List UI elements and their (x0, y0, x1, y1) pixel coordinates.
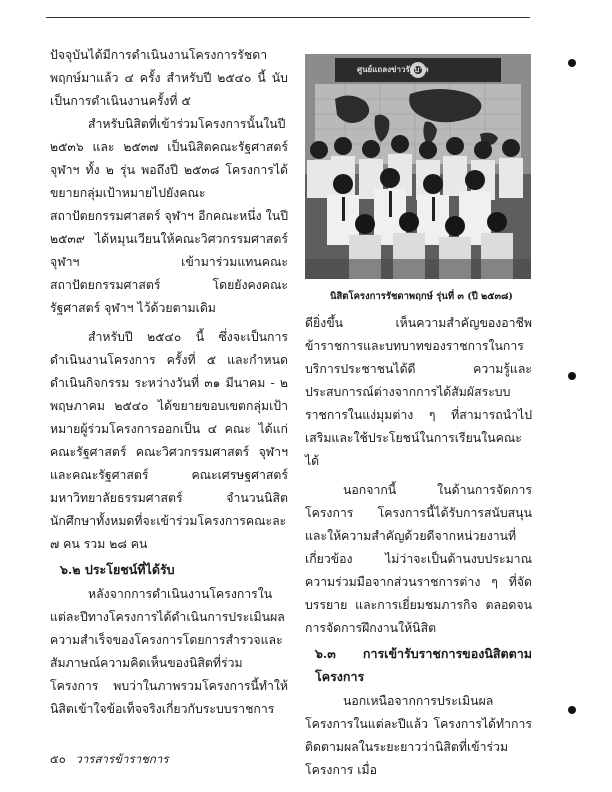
section-heading-6-3: ๖.๓ การเข้ารับราชการของนิสิตตามโครงการ (315, 646, 532, 684)
right-paragraph-3: นอกเหนือจากการประเมินผลโครงการในแต่ละปีแล้ว โครงการได้ทำการติดตามผลในระยะยาวว่านิสิตที่เข้าร่วมโครงการ เมื่อ (305, 694, 532, 777)
left-column (50, 44, 288, 721)
left-paragraph-3: สำหรับปี ๒๕๔๐ นี้ ซึ่งจะเป็นการดำเนินงานโครงการ ครั้งที่ ๕ และกำหนดดำเนินกิจกรรม ระหว่างวันที่ ๓๑ มีนาคม - ๒ พฤษภาคม ๒๕๔๐ ได้ขยายขอบเขตกลุ่มเป้าหมายผู้ร่วมโครงการออกเป็น ๔ คณะ ได้แก่ คณะรัฐศาสตร์ คณะวิศวกรรมศาสตร์ จุฬาฯ และคณะรัฐศาสตร์ คณะเศรษฐศาสตร์ มหาวิทยาลัยธรรมศาสตร์ จำนวนนิสิตนักศึกษาทั้งหมดที่จะเข้าร่วมโครงการคณะละ ๗ คน รวม ๒๘ คน (50, 330, 288, 551)
page-number: ๕๐ (50, 752, 66, 766)
right-column (305, 312, 532, 782)
publication-name: วารสารข้าราชการ (75, 752, 169, 766)
photo-caption: นิสิตโครงการรัชดาพฤกษ์ รุ่นที่ ๓ (ปี ๒๕๓๘) (330, 291, 513, 302)
left-paragraph-1: ปัจจุบันได้มีการดำเนินงานโครงการรัชดาพฤกษ์มาแล้ว ๔ ครั้ง สำหรับปี ๒๕๔๐ นี้ นับเป็นการดำเนินงานครั้งที่ ๕ (50, 48, 288, 108)
section-heading-6-2: ๖.๒ ประโยชน์ที่ได้รับ (60, 562, 175, 577)
punch-hole-mark (568, 372, 576, 380)
page-footer (50, 751, 169, 769)
left-paragraph-4: หลังจากการดำเนินงานโครงการในแต่ละปีทางโครงการได้ดำเนินการประเมินผลความสำเร็จของโครงการโดยการสำรวจและสัมภาษณ์ความคิดเห็นของนิสิตที่ร่วมโครงการ พบว่าในภาพรวมโครงการนี้ทำให้นิสิตเข้าใจข้อเท็จจริงเกี่ยวกับระบบราชการ (50, 587, 288, 716)
photo-banner-text: ศูนย์แถลงข่าวรัฐบาล (357, 65, 429, 74)
punch-hole-mark (568, 706, 576, 714)
punch-hole-mark (568, 59, 576, 67)
group-photo (305, 54, 531, 279)
right-paragraph-2: นอกจากนี้ ในด้านการจัดการโครงการ โครงการนี้ได้รับการสนับสนุนและให้ความสำคัญด้วยดีจากหน่วยงานที่เกี่ยวข้อง ไม่ว่าจะเป็นด้านงบประมาณ ความร่วมมือจากส่วนราชการต่าง ๆ ที่จัดบรรยาย และการเยี่ยมชมภารกิจ ตลอดจนการจัดการฝึกงานให้นิสิต (305, 483, 532, 635)
top-rule (46, 17, 530, 18)
right-paragraph-1: ดียิ่งขึ้น เห็นความสำคัญของอาชีพข้าราชการและบทบาทของราชการในการบริการประชาชนได้ดี ความรู้และประสบการณ์ต่างจากการได้สัมผัสระบบราชการในแง่มุมต่าง ๆ ที่สามารถนำไปเสริมและใช้ประโยชน์ในการเรียนในคณะได้ (305, 316, 532, 468)
left-paragraph-2: สำหรับนิสิตที่เข้าร่วมโครงการนั้นในปี ๒๕๓๖ และ ๒๕๓๗ เป็นนิสิตคณะรัฐศาสตร์ จุฬาฯ ทั้ง ๒ รุ่น พอถึงปี ๒๕๓๘ โครงการได้ขยายกลุ่มเป้าหมายไปยังคณะสถาปัตยกรรมศาสตร์ จุฬาฯ อีกคณะหนึ่ง ในปี ๒๕๓๙ ได้หมุนเวียนให้คณะวิศวกรรมศาสตร์ จุฬาฯ เข้ามาร่วมแทนคณะสถาปัตยกรรมศาสตร์ โดยยังคงคณะรัฐศาสตร์ จุฬาฯ ไว้ด้วยตามเดิม (50, 117, 288, 315)
